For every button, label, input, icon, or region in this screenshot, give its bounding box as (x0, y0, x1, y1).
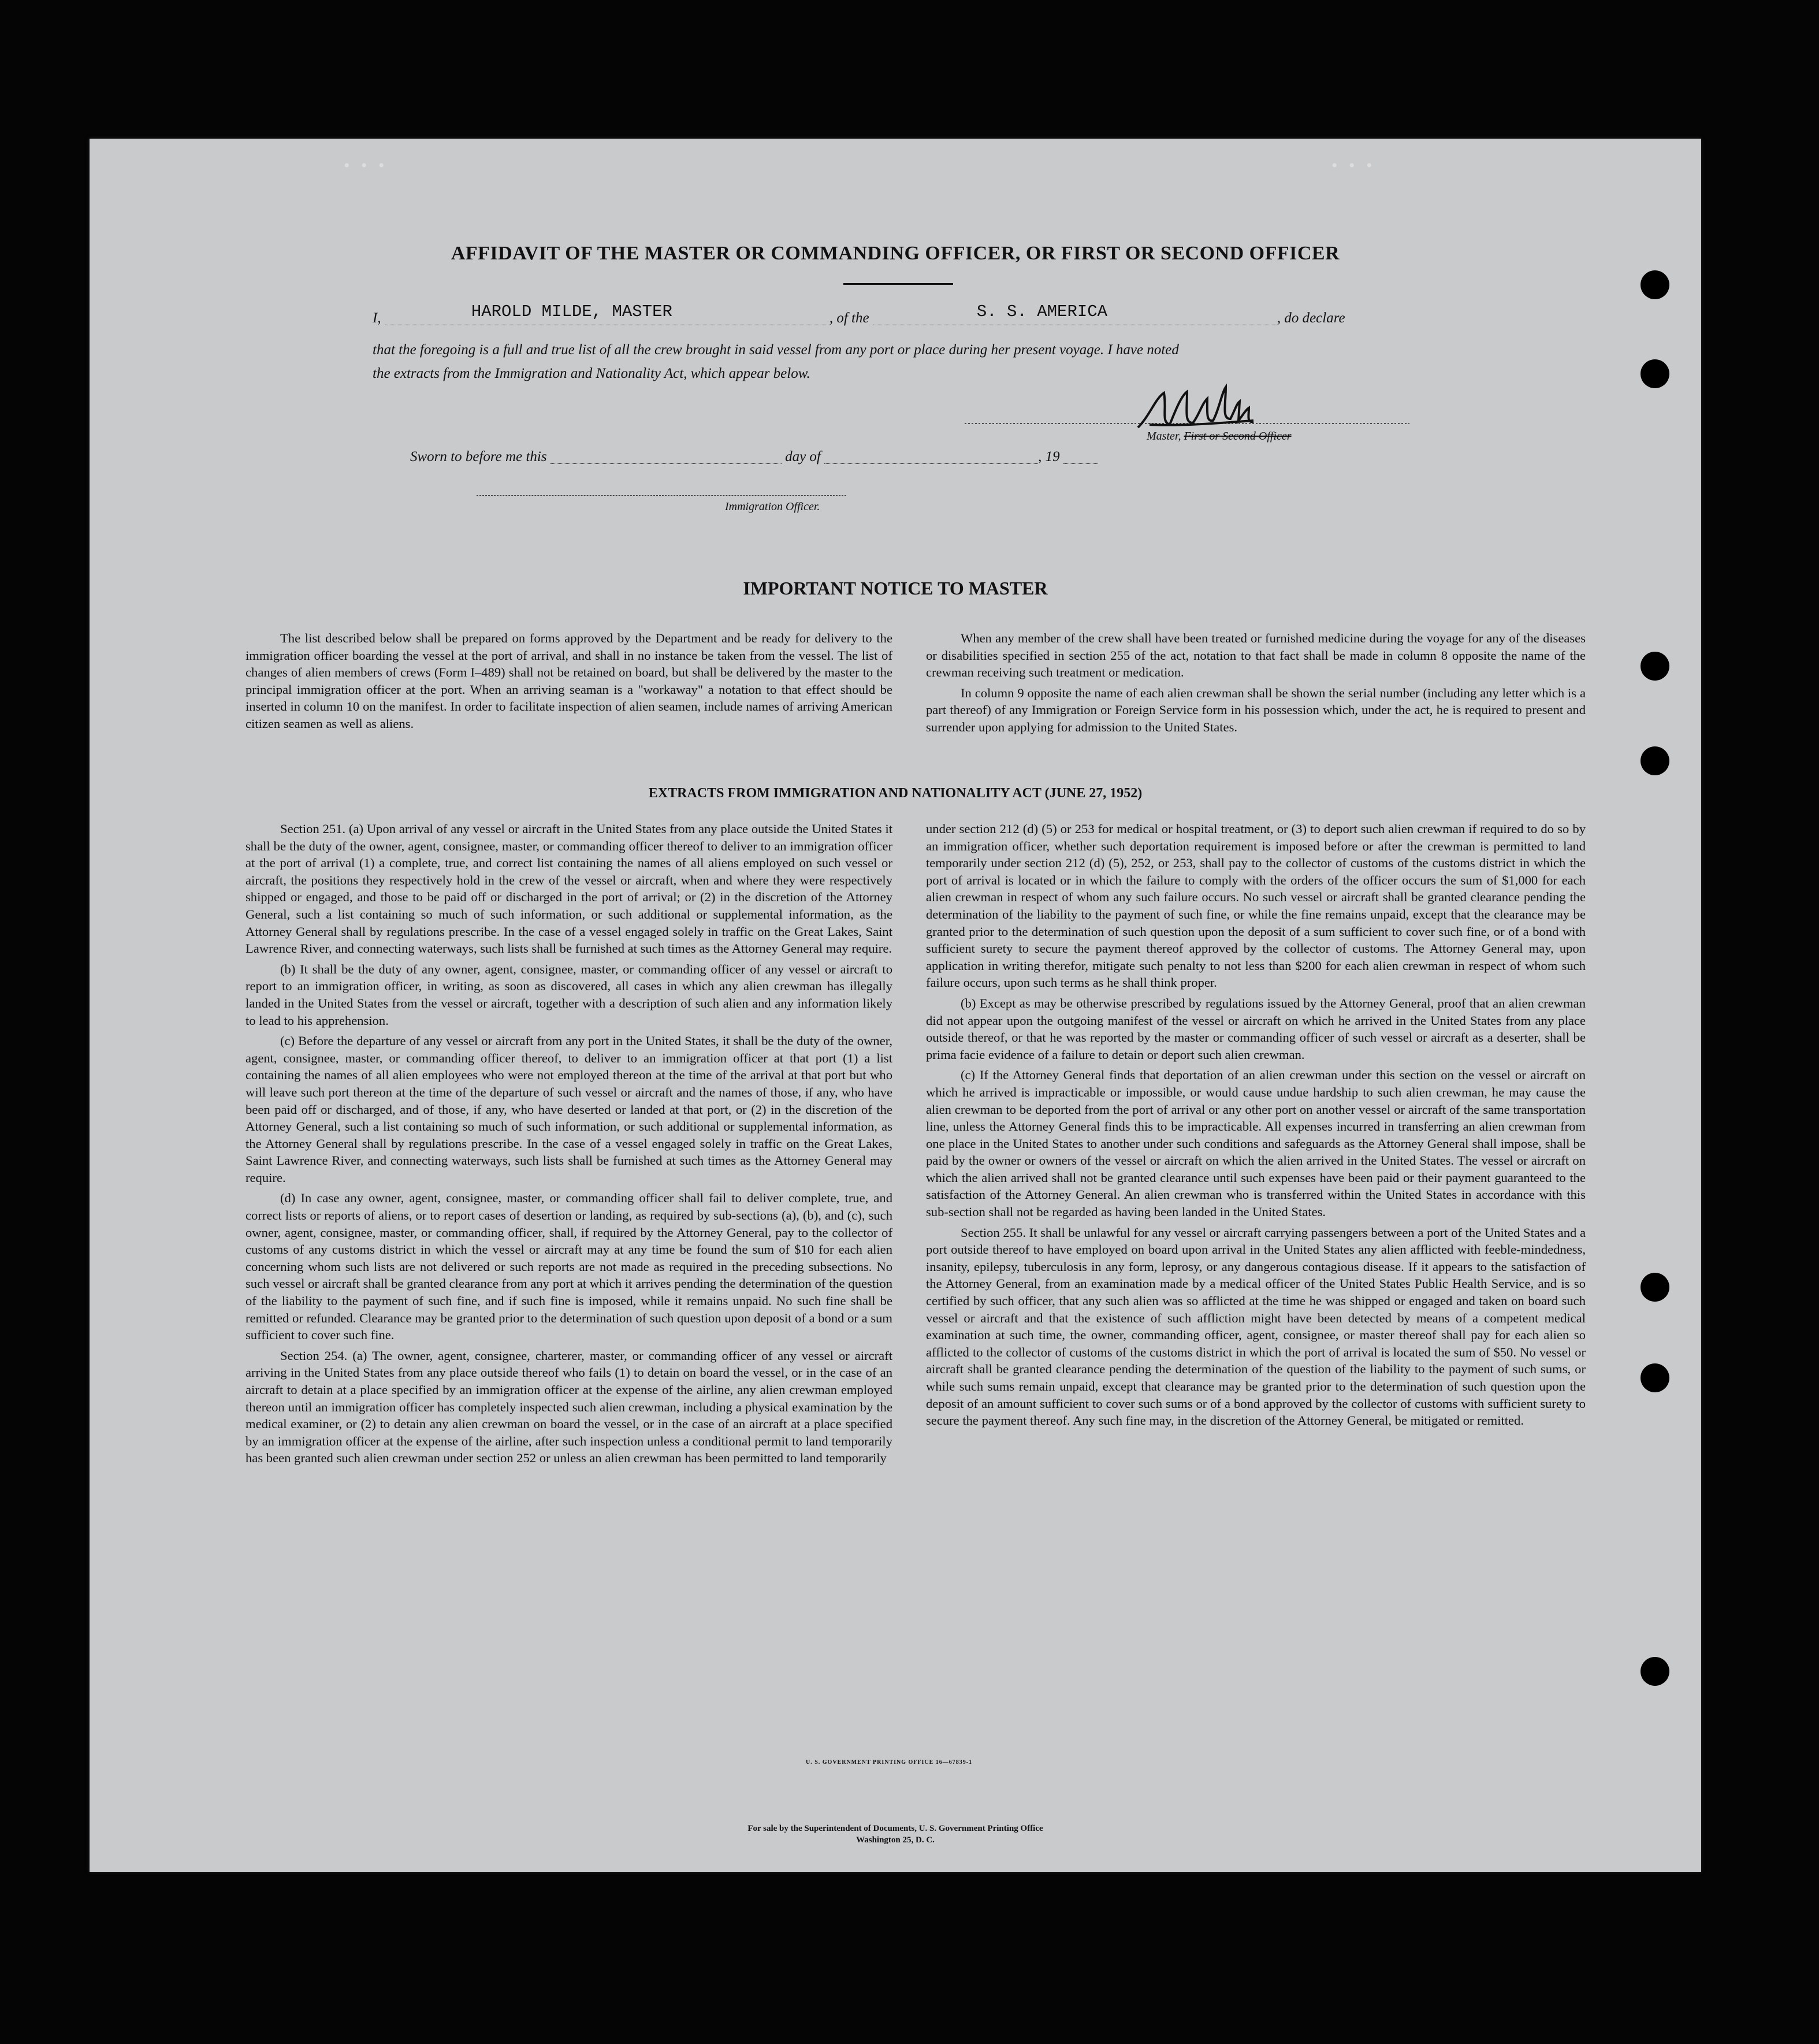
sworn-label: Sworn to before me this (410, 449, 547, 464)
vessel-name: S. S. AMERICA (976, 302, 1108, 321)
punch-hole (1641, 1363, 1669, 1392)
sale-line-1: For sale by the Superintendent of Documents, U. S. Government Printing Office (747, 1824, 1043, 1833)
of-the-label: , of the (829, 310, 869, 326)
title-rule (843, 283, 953, 285)
extract-paragraph: (d) In case any owner, agent, consignee, master, or commanding officer shall fail to deliver complete, true, and correct lists or reports of aliens, or to report cases of desertion or landing, as required by sub-sections (a), (b), and (c), such owner, agent, consignee, master, or commanding officer, shall, if required by the Attorney General, pay to the collector of customs of any customs district in which the vessel or aircraft may at any time be found the sum of $10 for each alien concerning whom such lists are not delivered or such reports are not made as required in the preceding subsections. No such vessel or aircraft shall be granted clearance from any port at which it arrives pending the determination of the question of the liability to the payment of such fine, and if such fine is imposed, while it remains unpaid. No such fine shall be remitted or refunded. Clearance may be granted prior to the determination of such question upon deposit of a bond or a sum sufficient to cover such fine. (245, 1191, 892, 1343)
extract-paragraph: Section 254. (a) The owner, agent, consignee, charterer, master, or commanding officer of any vessel or aircraft arriving in the United States from any place outside thereof who fails (1) to detain on board the vessel, or in the case of an aircraft to detain at a place specified by an immigration officer at the expense of the airline, any alien crewman employed thereon until an immigration officer has completely inspected such alien crewman, including a physical examination by the medical examiner, or (2) to detain any alien crewman on board the vessel, or in the case of an aircraft at a place specified by an immigration officer at the expense of the airline, after such inspection unless a conditional permit to land temporarily has been granted such alien crewman under section 252 or unless an alien crewman has been permitted to land temporarily (245, 1348, 892, 1466)
speckle-marks: • • • (1331, 156, 1376, 175)
notice-right-column (926, 630, 1586, 736)
declaration-line-1 (373, 302, 1412, 326)
sale-line-2: Washington 25, D. C. (856, 1835, 935, 1845)
sworn-day-field (550, 451, 782, 464)
punch-hole (1641, 652, 1669, 681)
notice-title: IMPORTANT NOTICE TO MASTER (743, 578, 1048, 599)
extract-paragraph: under section 212 (d) (5) or 253 for medical or hospital treatment, or (3) to deport such alien crewman if required to do so by an immigration officer, whether such deportation requirement is imposed before or after the crewman is permitted to land temporarily under section 212 (d) (5), 252, or 253, shall pay to the collector of customs of the customs district in which the port of arrival is located or in which the failure to comply with the orders of the officer occurs the sum of $1,000 for each alien crewman in respect of whom any such failure occurs. No such vessel or aircraft shall be granted clearance pending the determination of the liability to the payment of such fine, or while the fine remains unpaid, except that the clearance may be granted prior to the determination of such question upon the deposit of a sum sufficient to cover such fine, or of a bond with sufficient surety to secure the payment thereof approved by the collector of customs. The Attorney General may, upon application in writing therefor, mitigate such penalty to not less than $200 for each alien crewman in respect of whom such failure occurs, upon such terms as he shall think proper. (926, 822, 1586, 990)
extract-paragraph: (b) It shall be the duty of any owner, agent, consignee, master, or commanding officer of any vessel or aircraft to report to an immigration officer, in writing, as soon as discovered, all cases in which any alien crewman has illegally landed in the United States from the vessel or aircraft, together with a description of such alien and any information likely to lead to his apprehension. (245, 961, 892, 1028)
master-name: HAROLD MILDE, MASTER (471, 302, 672, 321)
name-field (385, 302, 829, 325)
extracts-left-column (245, 820, 892, 1467)
signature-area (965, 370, 1508, 439)
vessel-field (873, 302, 1277, 325)
sale-notice (90, 1823, 1701, 1846)
notice-paragraph: When any member of the crew shall have been treated or furnished medicine during the voyage for any of the diseases or disabilities specified in section 255 of the act, notation to that fact shall be made in column 8 opposite the name of the crewman receiving such treatment or medication. (926, 631, 1586, 680)
form-page (90, 139, 1701, 1872)
punch-hole (1641, 1273, 1669, 1302)
extract-paragraph: (c) If the Attorney General finds that deportation of an alien crewman under this section on the vessel or aircraft on which he arrived is impracticable or impossible, or would cause undue hardship to such alien crewman, he may cause the alien crewman to be deported from the port of arrival or any other port on another vessel or aircraft of the same transportation line, unless the Attorney General finds this to be impracticable. All expenses incurred in transferring an alien crewman from one place in the United States to another under such conditions and safeguards as the Attorney General shall impose, shall be paid by the owner or owners of the vessel or aircraft on which the alien arrived in the United States. The vessel or aircraft on which the alien arrived shall not be granted clearance until such expenses have been paid or their payment guaranteed to the satisfaction of the Attorney General. An alien crewman who is transferred within the United States in accordance with this sub-section shall not be regarded as having been landed in the United States. (926, 1068, 1586, 1220)
declaration-line-2: that the foregoing is a full and true list of all the crew brought in said vessel from any port or place during her present voyage. I have noted (373, 342, 1179, 358)
signature-caption-master: Master, (1147, 430, 1184, 443)
punch-hole (1641, 746, 1669, 775)
notice-paragraph: In column 9 opposite the name of each alien crewman shall be shown the serial number (including any letter which is a part thereof) of any Immigration or Foreign Service form in his possession which, under the act, he is required to present and surrender upon applying for admission to the United States. (926, 685, 1586, 734)
i-label: I, (373, 310, 381, 326)
signature-caption-struck: First or Second Officer (1184, 430, 1292, 443)
officer-signature-line (477, 495, 846, 496)
sworn-month-field (824, 451, 1038, 464)
printing-office-imprint: U. S. GOVERNMENT PRINTING OFFICE 16—67839-1 (806, 1759, 973, 1766)
punch-hole (1641, 270, 1669, 299)
day-of-label: day of (785, 449, 821, 464)
notice-paragraph: The list described below shall be prepared on forms approved by the Department and be ready for delivery to the immigration officer boarding the vessel at the port of arrival, and shall in no instance be taken from the vessel. The list of changes of alien members of crews (Form I–489) shall not be retained on board, but shall be delivered by the master to the principal immigration officer at the port. When an arriving seaman is a "workaway" a notation to that effect should be inserted in column 10 on the manifest. In order to facilitate inspection of alien seamen, include names of arriving American citizen seamen as well as aliens. (245, 631, 892, 731)
speckle-marks: • • • (344, 156, 388, 175)
signature-caption (1147, 430, 1292, 443)
year-label: , 19 (1038, 449, 1060, 464)
punch-hole (1641, 1657, 1669, 1686)
extract-paragraph: (c) Before the departure of any vessel or aircraft from any port in the United States, it shall be the duty of the owner, agent, consignee, master, or commanding officer thereof, to deliver to an immigration officer at that port (1) a list containing the names of all alien employees who were not employed thereon at the time of the arrival at that port but who will leave such port thereon at the time of the departure of such vessel or aircraft and the names of those, if any, who have been paid off or discharged, and of those, if any, who have deserted or landed at that port, or (2) in the discretion of the Attorney General, such a list containing so much of such information, or such additional or supplemental information, as the Attorney General shall by regulations prescribe. In the case of a vessel engaged solely in traffic on the Great Lakes, Saint Lawrence River, and connecting waterways, such lists shall be furnished at such times as the Attorney General may require. (245, 1034, 892, 1185)
extract-paragraph: Section 255. It shall be unlawful for any vessel or aircraft carrying passengers between a port of the United States and a port outside thereof to have employed on board upon arrival in the United States any alien afflicted with feeble-mindedness, insanity, epilepsy, tuberculosis in any form, leprosy, or any dangerous contagious disease. If it appears to the satisfaction of the Attorney General, from an examination made by a medical officer of the United States Public Health Service, and is so certified by such officer, that any such alien was so afflicted at the time he was shipped or engaged and taken on board such vessel or aircraft and that the existence of such affliction might have been detected by means of a competent medical examination at such time, the owner, commanding officer, agent, consignee, or master thereof shall pay for each alien so afflicted to the collector of customs of the customs district in which the port of arrival is located the sum of $50. No vessel or aircraft shall be granted clearance pending the determination of the question of the liability to the payment of such sums, or while such sums remain unpaid, except that clearance may be granted prior to the determination of such question upon the deposit of an amount sufficient to cover such sums or of a bond approved by the collector of customs with sufficient surety to secure the payment thereof. Any such fine may, in the discretion of the Attorney General, be mitigated or remitted. (926, 1225, 1586, 1428)
punch-hole (1641, 359, 1669, 388)
declaration-line-3: the extracts from the Immigration and Nationality Act, which appear below. (373, 366, 810, 381)
notice-left-column (245, 630, 892, 733)
extract-paragraph: Section 251. (a) Upon arrival of any vessel or aircraft in the United States from any place outside the United States it shall be the duty of the owner, agent, consignee, master, or commanding officer thereof to deliver to an immigration officer at the port of arrival (1) a complete, true, and correct list containing the names of all aliens employed on such vessel or aircraft, the positions they respectively hold in the crew of the vessel or aircraft, when and where they were respectively shipped or engaged, and those to be paid off or discharged in the port of arrival; or (2) in the discretion of the Attorney General, such a list containing so much of such information, or such additional or supplemental information, as the Attorney General shall by regulations prescribe. In the case of a vessel engaged solely in traffic on the Great Lakes, Saint Lawrence River, and connecting waterways, such lists shall be furnished at such times as the Attorney General may require. (245, 822, 892, 956)
declare-label: , do declare (1277, 310, 1345, 326)
extracts-title: EXTRACTS FROM IMMIGRATION AND NATIONALITY ACT (JUNE 27, 1952) (648, 786, 1143, 801)
extracts-right-column (926, 820, 1586, 1429)
extract-paragraph: (b) Except as may be otherwise prescribed by regulations issued by the Attorney General, proof that an alien crewman did not appear upon the outgoing manifest of the vessel or aircraft on which he arrived in the United States from any place outside thereof, or that he was reported by the master or commanding officer of such vessel or aircraft as a deserter, shall be prima facie evidence of a failure to detain or deport such alien crewman. (926, 995, 1586, 1062)
immigration-officer-label: Immigration Officer. (725, 500, 820, 513)
sworn-year-field (1063, 451, 1098, 464)
sworn-line (410, 449, 1450, 464)
master-signature (1138, 387, 1253, 428)
affidavit-title: AFFIDAVIT OF THE MASTER OR COMMANDING OFFICER, OR FIRST OR SECOND OFFICER (451, 243, 1340, 264)
